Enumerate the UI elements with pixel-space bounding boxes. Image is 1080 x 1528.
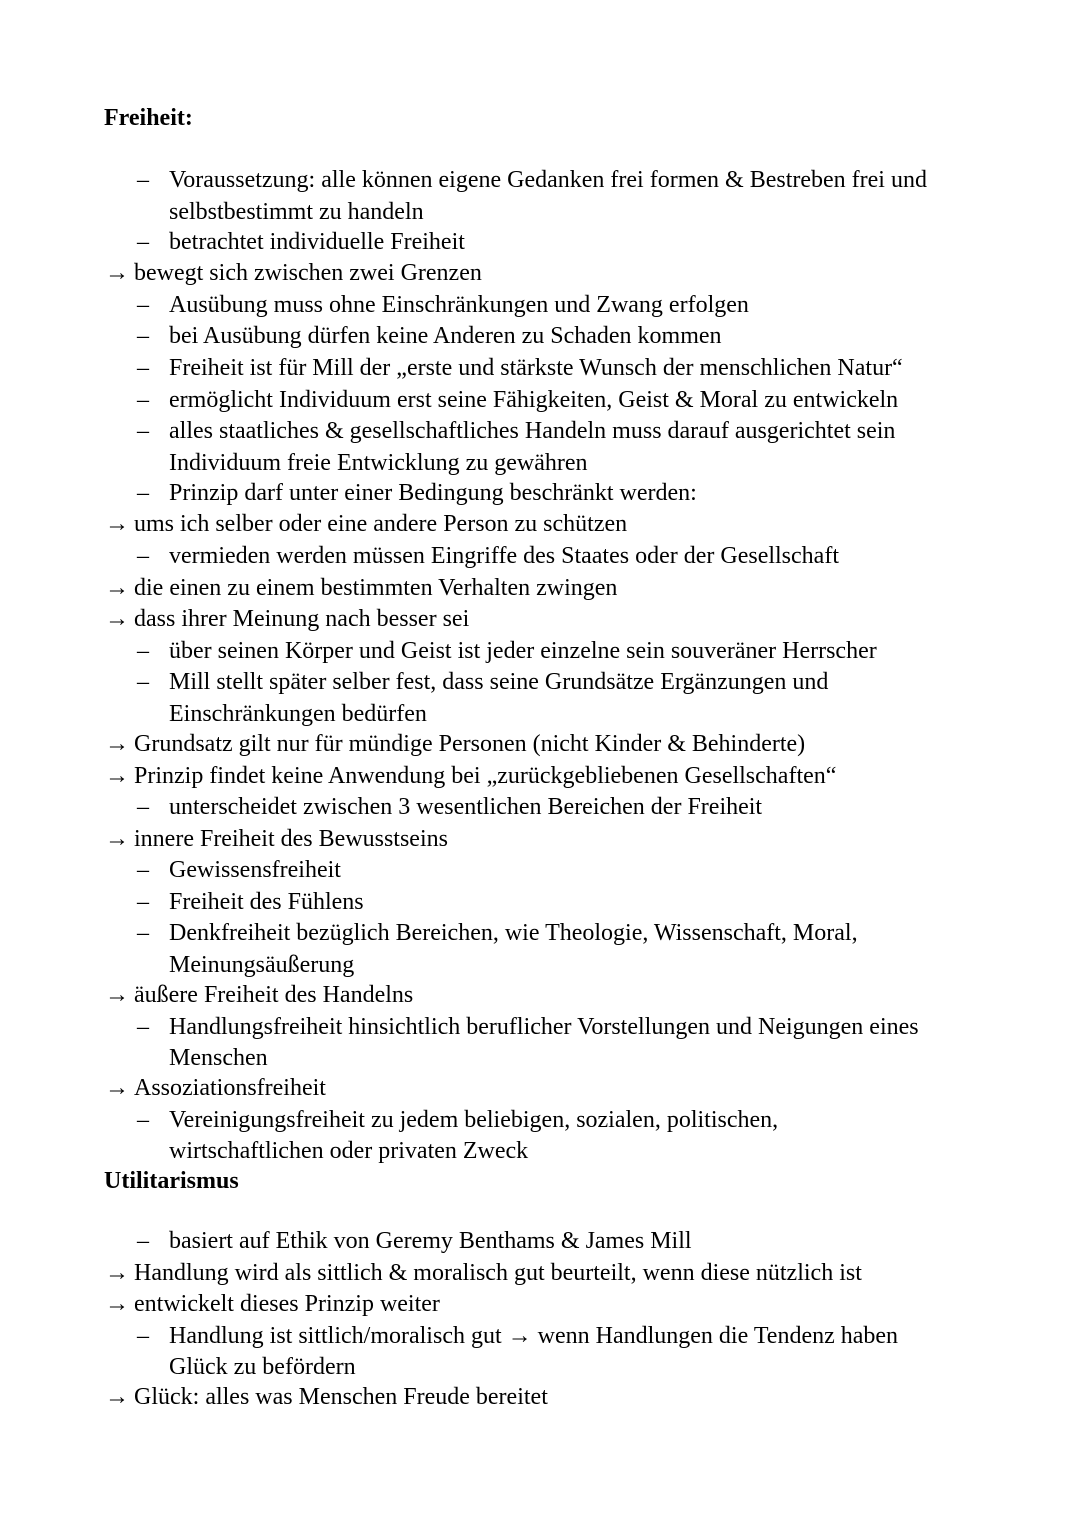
dash-bullet-icon: – xyxy=(137,888,149,915)
list-line xyxy=(0,887,1080,919)
list-line xyxy=(0,824,1080,856)
list-item-text: Gewissensfreiheit xyxy=(169,857,341,884)
list-item-text: dass ihrer Meinung nach besser sei xyxy=(134,606,470,633)
section-heading-freiheit: Freiheit: xyxy=(104,105,193,131)
arrow-right-icon: → xyxy=(105,1384,129,1411)
dash-bullet-icon: – xyxy=(137,669,149,696)
list-item-text: die einen zu einem bestimmten Verhalten zwingen xyxy=(134,574,618,601)
list-line xyxy=(0,761,1080,793)
list-item-text: Individuum freie Entwicklung zu gewähren xyxy=(169,449,588,476)
list-item-text: innere Freiheit des Bewusstseins xyxy=(134,825,448,852)
dash-bullet-icon: – xyxy=(137,1013,149,1040)
list-line xyxy=(0,541,1080,573)
list-line xyxy=(0,1073,1080,1105)
list-item-text: Freiheit des Fühlens xyxy=(169,888,364,915)
list-line xyxy=(0,227,1080,259)
list-line xyxy=(0,1012,1080,1044)
list-line xyxy=(0,416,1080,448)
dash-bullet-icon: – xyxy=(137,1106,149,1133)
list-item-text: bei Ausübung dürfen keine Anderen zu Schaden kommen xyxy=(169,323,722,350)
list-line xyxy=(0,1352,1080,1382)
list-line xyxy=(0,1258,1080,1290)
list-line xyxy=(0,165,1080,197)
list-line xyxy=(0,729,1080,761)
arrow-right-icon: → xyxy=(105,1259,129,1286)
list-item-text: Assoziationsfreiheit xyxy=(134,1075,326,1102)
list-item-text: Voraussetzung: alle können eigene Gedanken frei formen & Bestreben frei und xyxy=(169,167,927,193)
list-line xyxy=(0,1289,1080,1321)
arrow-right-icon: → xyxy=(105,825,129,852)
list-item-text: wirtschaftlichen oder privaten Zweck xyxy=(169,1138,529,1165)
list-line xyxy=(0,636,1080,668)
dash-bullet-icon: – xyxy=(137,291,149,318)
list-item-text: ums ich selber oder eine andere Person zu schützen xyxy=(134,511,628,538)
list-item-text: unterscheidet zwischen 3 wesentlichen Bereichen der Freiheit xyxy=(169,794,763,821)
dash-bullet-icon: – xyxy=(137,920,149,947)
list-item-text: ermöglicht Individuum erst seine Fähigkeiten, Geist & Moral zu entwickeln xyxy=(169,386,899,413)
list-item-text: Prinzip findet keine Anwendung bei „zurückgebliebenen Gesellschaften“ xyxy=(134,762,837,789)
arrow-right-icon: → xyxy=(105,511,129,538)
list-line xyxy=(0,448,1080,478)
list-item-text: betrachtet individuelle Freiheit xyxy=(169,228,465,255)
dash-bullet-icon: – xyxy=(137,386,149,413)
list-item-text: über seinen Körper und Geist ist jeder einzelne sein souveräner Herrscher xyxy=(169,637,877,664)
list-line xyxy=(0,509,1080,541)
dash-bullet-icon: – xyxy=(137,1322,149,1349)
list-line xyxy=(0,478,1080,510)
list-line xyxy=(0,1321,1080,1353)
list-line xyxy=(0,918,1080,950)
dash-bullet-icon: – xyxy=(137,1228,149,1254)
list-line xyxy=(0,604,1080,636)
list-line xyxy=(0,1226,1080,1258)
dash-bullet-icon: – xyxy=(137,418,149,445)
list-item-text: selbstbestimmt zu handeln xyxy=(169,198,424,225)
arrow-right-icon: → xyxy=(105,730,129,757)
list-line xyxy=(0,353,1080,385)
arrow-right-icon: → xyxy=(105,982,129,1009)
dash-bullet-icon: – xyxy=(137,542,149,569)
list-item-text: Glück zu befördern xyxy=(169,1354,356,1381)
list-item-text: Prinzip darf unter einer Bedingung beschränkt werden: xyxy=(169,479,697,506)
list-item-text: Handlungsfreiheit hinsichtlich beruflicher Vorstellungen und Neigungen eines xyxy=(169,1013,919,1040)
dash-bullet-icon: – xyxy=(137,354,149,381)
arrow-right-icon: → xyxy=(105,574,129,601)
list-line xyxy=(0,950,1080,980)
dash-bullet-icon: – xyxy=(137,479,149,506)
list-line xyxy=(0,197,1080,227)
list-item-text: Grundsatz gilt nur für mündige Personen (nicht Kinder & Behinderte) xyxy=(134,730,806,757)
dash-bullet-icon: – xyxy=(137,637,149,664)
dash-bullet-icon: – xyxy=(137,857,149,884)
list-line xyxy=(0,290,1080,322)
list-line xyxy=(0,385,1080,417)
list-item-text: äußere Freiheit des Handelns xyxy=(134,982,414,1009)
list-line xyxy=(0,980,1080,1012)
list-line xyxy=(0,258,1080,290)
list-line xyxy=(0,667,1080,699)
list-item-text: Mill stellt später selber fest, dass seine Grundsätze Ergänzungen und xyxy=(169,669,829,696)
list-item-text: Einschränkungen bedürfen xyxy=(169,700,427,727)
list-item-text: entwickelt dieses Prinzip weiter xyxy=(134,1291,440,1318)
arrow-right-icon: → xyxy=(105,762,129,789)
section-freiheit xyxy=(0,165,1080,1166)
list-line xyxy=(0,321,1080,353)
dash-bullet-icon: – xyxy=(137,228,149,255)
list-line xyxy=(0,792,1080,824)
list-line xyxy=(0,1043,1080,1073)
arrow-right-icon: → xyxy=(105,606,129,633)
list-item-text: Meinungsäußerung xyxy=(169,952,355,979)
list-item-text: Freiheit ist für Mill der „erste und stärkste Wunsch der menschlichen Natur“ xyxy=(169,354,903,381)
list-line xyxy=(0,573,1080,605)
list-item-text: Denkfreiheit bezüglich Bereichen, wie Theologie, Wissenschaft, Moral, xyxy=(169,920,858,947)
list-line xyxy=(0,855,1080,887)
list-item-text: Handlung wird als sittlich & moralisch gut beurteilt, wenn diese nützlich ist xyxy=(134,1259,862,1286)
list-line xyxy=(0,1382,1080,1414)
list-item-text: Ausübung muss ohne Einschränkungen und Zwang erfolgen xyxy=(169,291,749,318)
list-item-text: vermieden werden müssen Eingriffe des Staates oder der Gesellschaft xyxy=(169,542,839,569)
arrow-right-icon: → xyxy=(105,1075,129,1102)
arrow-right-icon: → xyxy=(105,1291,129,1318)
dash-bullet-icon: – xyxy=(137,167,149,193)
list-line xyxy=(0,1136,1080,1166)
list-item-text: Handlung ist sittlich/moralisch gut → wenn Handlungen die Tendenz haben xyxy=(169,1322,899,1349)
dash-bullet-icon: – xyxy=(137,794,149,821)
dash-bullet-icon: – xyxy=(137,323,149,350)
arrow-right-icon: → xyxy=(105,260,129,287)
list-item-text: Menschen xyxy=(169,1045,268,1072)
list-item-text: basiert auf Ethik von Geremy Benthams & James Mill xyxy=(169,1228,692,1254)
list-item-text: Glück: alles was Menschen Freude bereitet xyxy=(134,1384,548,1411)
list-item-text: bewegt sich zwischen zwei Grenzen xyxy=(134,260,482,287)
list-line xyxy=(0,1105,1080,1137)
list-item-text: Vereinigungsfreiheit zu jedem beliebigen, sozialen, politischen, xyxy=(169,1106,779,1133)
list-item-text: alles staatliches & gesellschaftliches Handeln muss darauf ausgerichtet sein xyxy=(169,418,896,445)
list-line xyxy=(0,699,1080,729)
section-heading-utilitarismus: Utilitarismus xyxy=(104,1168,239,1194)
section-utilitarismus xyxy=(0,1226,1080,1414)
